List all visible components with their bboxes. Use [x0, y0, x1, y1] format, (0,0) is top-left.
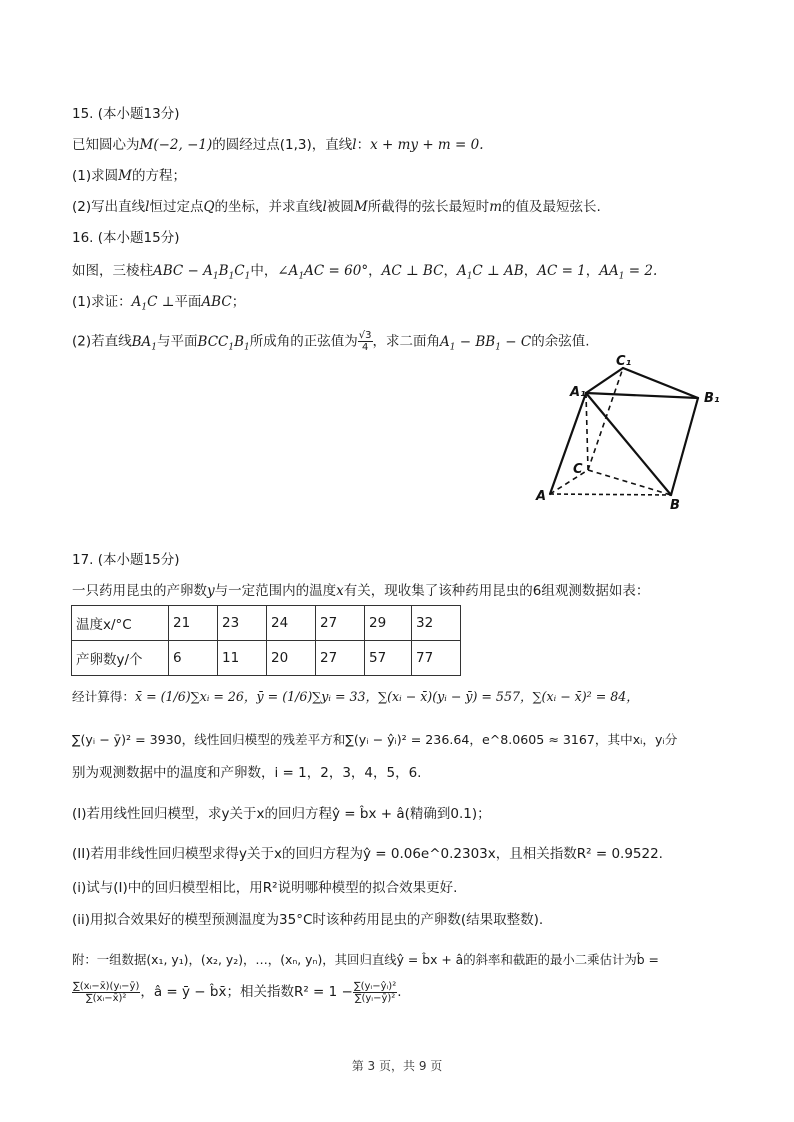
- table-cell: 27: [316, 606, 365, 641]
- edge-C-C1: [588, 368, 623, 470]
- q17-part2i: (i)试与(I)中的回归模型相比，用R²说明哪种模型的拟合效果更好.: [72, 880, 458, 896]
- q17-part2: (II)若用非线性回归模型求得y关于x的回归方程为ŷ = 0.06e^0.2303x，且相关指数R² = 0.9522.: [72, 846, 663, 862]
- table-cell: 24: [267, 606, 316, 641]
- edge-B1-B: [671, 398, 698, 495]
- table-cell: 11: [218, 641, 267, 676]
- q17-note-line1: 附：一组数据(x₁, y₁)，(x₂, y₂)，…，(xₙ, yₙ)，其回归直线ŷ = b̂x + â的斜率和截距的最小二乘估计为b̂ =: [72, 952, 659, 967]
- q15-part1: (1)求圆M的方程；: [72, 168, 186, 184]
- q17-calc-line1: 经计算得：x̄ = (1/6)∑xᵢ = 26，ȳ = (1/6)∑yᵢ = 33，∑(xᵢ − x̄)(yᵢ − ȳ) = 557，∑(xᵢ − x̄)² = 84，: [72, 689, 639, 704]
- q16-part1: (1)求证：$A_1C$ ⊥平面ABC；: [72, 294, 246, 313]
- q15-stem: 已知圆心为M(−2, −1)的圆经过点(1,3)，直线l：x + my + m = 0.: [72, 137, 484, 153]
- q17-part2ii: (ii)用拟合效果好的模型预测温度为35°C时该种药用昆虫的产卵数(结果取整数).: [72, 912, 544, 928]
- table-cell: 21: [169, 606, 218, 641]
- edge-A1-B: [586, 393, 671, 495]
- edge-A1-C1: [586, 368, 623, 393]
- page-footer: 第 3 页，共 9 页: [351, 1059, 443, 1073]
- label-C1: C₁: [616, 354, 632, 369]
- edge-A-A1: [550, 393, 586, 494]
- edge-A1-B1: [586, 393, 698, 398]
- table-cell: 27: [316, 641, 365, 676]
- slope-fraction: $\frac{\text{∑(xᵢ−x̄)(yᵢ−ȳ)}}{\text{∑(xᵢ−x̄)²}}$: [73, 980, 140, 1004]
- q16-stem: 如图，三棱柱ABC − $A_1B_1C_1$中，$\angle A_1AC = 60^\circ$，AC ⊥ BC，$A_1C$ ⊥ AB，AC = 1，$AA_1 = 2$.: [72, 263, 658, 282]
- table-row-eggs: [72, 641, 461, 676]
- q16-header: 16. (本小题15分): [72, 230, 180, 246]
- table-cell: 23: [218, 606, 267, 641]
- q17-note-line2: $\frac{\text{∑(xᵢ−x̄)(yᵢ−ȳ)}}{\text{∑(xᵢ−x̄)²}}$ ，â = ȳ − b̂x̄；相关指数R² = 1 − $\frac{\text{∑(yᵢ−ŷᵢ)²}}{\text{∑(yᵢ−ȳ)²}}$ .: [73, 980, 402, 1004]
- q17-intro: 一只药用昆虫的产卵数y与一定范围内的温度x有关，现收集了该种药用昆虫的6组观测数据如表：: [72, 583, 650, 599]
- table-row-temperature: [72, 606, 461, 641]
- q17-calc-line3: 别为观测数据中的温度和产卵数，i = 1，2，3，4，5，6.: [72, 765, 422, 781]
- label-C: C: [573, 462, 583, 477]
- label-A: A: [536, 489, 547, 504]
- q15-header: 15. (本小题13分): [72, 106, 180, 122]
- table-cell: 温度x/°C: [72, 606, 169, 641]
- r2-fraction: $\frac{\text{∑(yᵢ−ŷᵢ)²}}{\text{∑(yᵢ−ȳ)²}}$: [353, 980, 397, 1004]
- table-cell: 32: [412, 606, 461, 641]
- table-cell: 6: [169, 641, 218, 676]
- label-B1: B₁: [704, 391, 720, 406]
- q17-calc-line2: ∑(yᵢ − ȳ)² = 3930，线性回归模型的残差平方和∑(yᵢ − ŷᵢ)² = 236.64，e^8.0605 ≈ 3167，其中xᵢ，yᵢ分: [72, 732, 678, 747]
- edge-C1-B1: [623, 368, 698, 398]
- table-cell: 77: [412, 641, 461, 676]
- table-cell: 产卵数y/个: [72, 641, 169, 676]
- q16-part2: (2)若直线$BA_1$与平面$BCC_1B_1$所成角的正弦值为 $\frac{√3}{4}$ ，求二面角$A_1 - BB_1 - C$的余弦值.: [72, 330, 590, 353]
- observation-table: [71, 605, 461, 676]
- q15-part2: (2)写出直线l恒过定点Q的坐标，并求直线l被圆M所截得的弦长最短时m的值及最短弦长.: [72, 199, 601, 215]
- table-cell: 20: [267, 641, 316, 676]
- label-B: B: [670, 498, 680, 512]
- q17-header: 17. (本小题15分): [72, 552, 180, 568]
- label-A1: A₁: [570, 385, 586, 400]
- edge-C-B: [588, 470, 671, 495]
- sqrt3-over-4: $\frac{√3}{4}$: [358, 330, 372, 353]
- table-cell: 29: [365, 606, 412, 641]
- q17-part1: (I)若用线性回归模型，求y关于x的回归方程ŷ = b̂x + â(精确到0.1)；: [72, 806, 491, 822]
- table-cell: 57: [365, 641, 412, 676]
- edge-A-B: [550, 494, 671, 495]
- prism-figure: [528, 352, 728, 512]
- edge-C-A1: [586, 393, 588, 470]
